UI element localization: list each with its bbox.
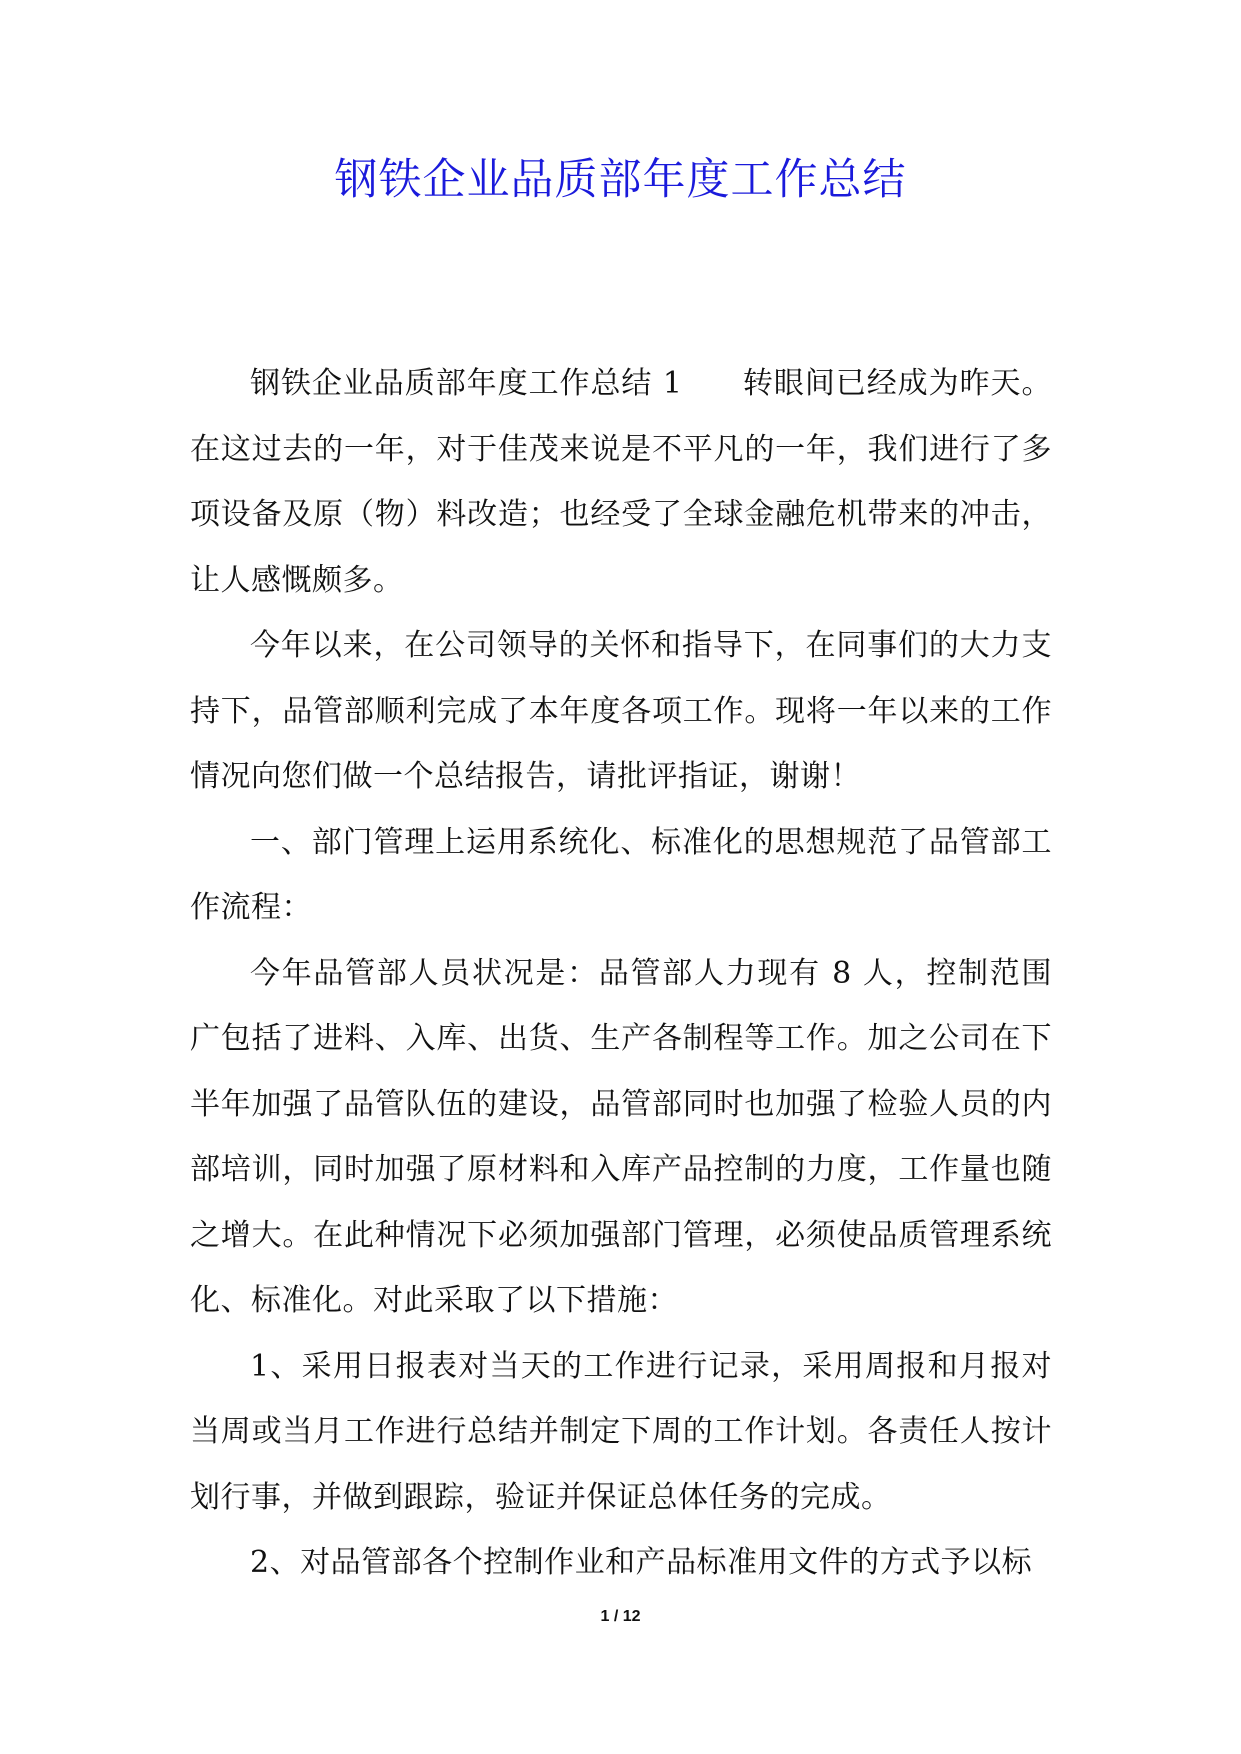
paragraph-6: 2、对品管部各个控制作业和产品标准用文件的方式予以标 xyxy=(250,1545,1033,1580)
paragraph-1-text: 转眼间已经成为昨天。在这过去的一年，对于佳茂来说是不平凡的一年，我们进行了多项设备及原（物）料改造；也经受了全球金融危机带来的冲击，让人感慨颇多。 xyxy=(190,366,1052,598)
paragraph-1 xyxy=(190,351,1052,613)
paragraph-4: 今年品管部人员状况是：品管部人力现有 8 人，控制范围广包括了进料、入库、出货、生产各制程等工作。加之公司在下半年加强了品管队伍的建设，品管部同时也加强了检验人员的内部培训，同时加强了原材料和入库产品控制的力度，工作量也随之增大。在此种情况下必须加强部门管理，必须使品质管理系统化、标准化。对此采取了以下措施： xyxy=(190,955,1052,1318)
document-body xyxy=(190,351,1052,1596)
paragraph-5: 1、采用日报表对当天的工作进行记录，采用周报和月报对当周或当月工作进行总结并制定下周的工作计划。各责任人按计划行事，并做到跟踪，验证并保证总体任务的完成。 xyxy=(190,1348,1052,1515)
document-title: 钢铁企业品质部年度工作总结 xyxy=(334,155,907,205)
paragraph-3: 一、部门管理上运用系统化、标准化的思想规范了品管部工作流程： xyxy=(190,824,1052,925)
paragraph-2: 今年以来，在公司领导的关怀和指导下，在同事们的大力支持下，品管部顺利完成了本年度各项工作。现将一年以来的工作情况向您们做一个总结报告，请批评指证，谢谢！ xyxy=(190,628,1052,794)
paragraph-1-lead: 钢铁企业品质部年度工作总结 1 xyxy=(250,366,683,401)
page-number: 1 / 12 xyxy=(600,1608,641,1625)
